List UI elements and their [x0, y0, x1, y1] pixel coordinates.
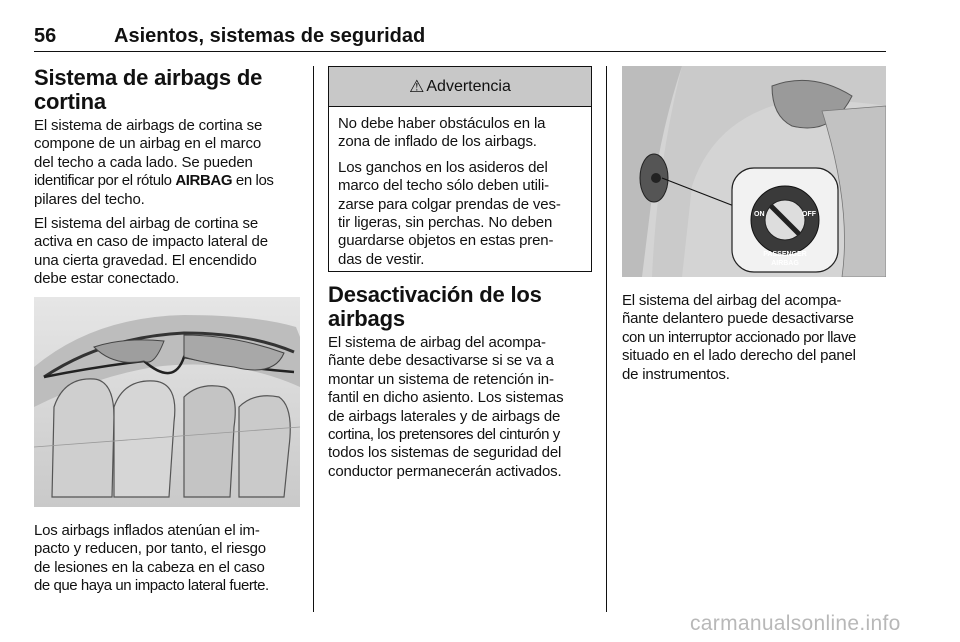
paragraph-switch-description: El sistema del airbag del acompa- ñante delantero puede desactivarse con un interruptor accionado por llave situado en el lado derecho del panel de instrumentos.	[622, 292, 856, 383]
section-title-curtain-airbags: Sistema de airbags de cortina	[34, 65, 263, 114]
chapter-title: Asientos, sistemas de seguridad	[114, 25, 426, 47]
curtain-airbag-illustration	[34, 297, 300, 507]
page-header	[34, 25, 886, 52]
warning-body	[329, 107, 591, 269]
warning-triangle-icon: ⚠	[409, 76, 425, 96]
switch-airbag-label: AIRBAG	[771, 260, 799, 267]
warning-header	[329, 67, 591, 107]
airbag-label-text: AIRBAG	[175, 172, 233, 190]
warning-box	[328, 66, 592, 272]
watermark: carmanualsonline.info	[690, 612, 901, 635]
airbag-switch-illustration	[622, 66, 886, 277]
switch-off-label: OFF	[802, 211, 816, 218]
page-number: 56	[34, 25, 57, 47]
switch-passenger-label: PASSENGER	[763, 251, 807, 258]
warning-paragraph-1: No debe haber obstáculos en la zona de inflado de los airbags.	[338, 115, 546, 151]
dashboard-switch-image	[622, 66, 886, 277]
section-title-deactivation: Desactivación de los airbags	[328, 282, 542, 331]
paragraph-deactivation: El sistema de airbag del acompa- ñante debe desactivarse si se va a montar un sistema de retención in- fantil en dicho asiento. Los sistemas de airbags laterales y de airbags de cortina, los pretensores del cinturón y todos los sistemas de seguridad del conductor permanecerán activados.	[328, 334, 564, 480]
caption-inflated-airbags: Los airbags inflados atenúan el im- pacto y reducen, por tanto, el riesgo de lesiones en la cabeza en el caso de que haya un impacto lateral fuerte.	[34, 522, 269, 595]
section-airbag-deactivation	[328, 283, 596, 481]
paragraph-curtain-composition: El sistema de airbags de cortina se compone de un airbag en el marco del techo a cada lado. Se pueden identificar por el rótulo AIRBAG en los pilares del techo.	[34, 117, 274, 208]
column-divider-2	[606, 66, 607, 612]
column-1	[34, 66, 300, 289]
paragraph-curtain-activation: El sistema del airbag de cortina se activa en caso de impacto lateral de una cierta gravedad. El encendido debe estar conectado.	[34, 215, 268, 288]
car-interior-image	[34, 297, 300, 507]
switch-on-label: ON	[754, 211, 765, 218]
warning-title: Advertencia	[426, 77, 511, 95]
column-divider-1	[313, 66, 314, 612]
warning-paragraph-2: Los ganchos en los asideros del marco del techo sólo deben utili- zarse para colgar prendas de ves- tir ligeras, sin perchas. No deben guardarse objetos en estas pren- das de vestir.	[338, 158, 561, 268]
